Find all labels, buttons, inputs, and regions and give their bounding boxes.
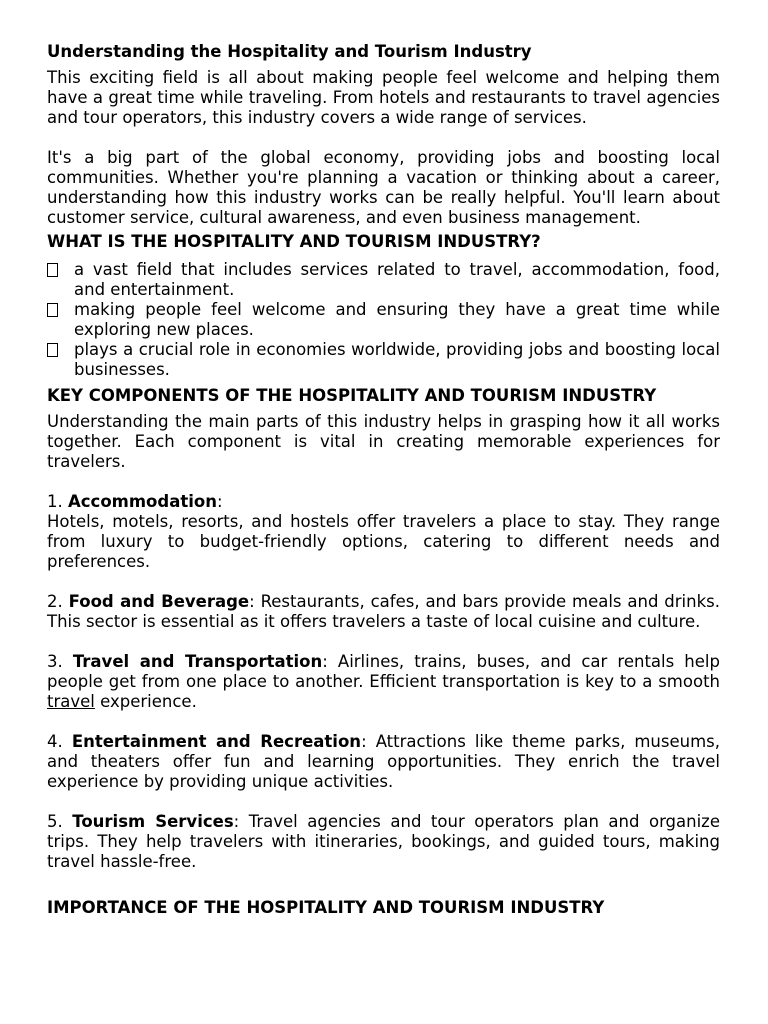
document-title: Understanding the Hospitality and Tourism Industry bbox=[47, 42, 532, 61]
component-item-food-beverage bbox=[47, 592, 720, 632]
component-item-travel-transportation bbox=[47, 652, 720, 712]
list-item bbox=[47, 340, 720, 380]
component-separator: : bbox=[233, 812, 240, 831]
component-text: Restaurants, cafes, and bars provide meals and drinks. This sector is essential as it offers travelers a taste of local cuisine and culture. bbox=[47, 592, 720, 631]
component-number: 3. bbox=[47, 652, 63, 671]
key-components-intro: Understanding the main parts of this industry helps in grasping how it all works together. Each component is vital in creating memorable experiences for travelers. bbox=[47, 412, 720, 471]
list-item bbox=[47, 260, 720, 300]
intro-paragraph-2: It's a big part of the global economy, providing jobs and boosting local communities. Whether you're planning a vacation or thinking about a career, understanding how this industry works can be really helpful. You'll learn about customer service, cultural awareness, and even business management. bbox=[47, 148, 720, 227]
component-text: Travel agencies and tour operators plan and organize trips. They help travelers with itineraries, bookings, and guided tours, making travel hassle-free. bbox=[47, 812, 720, 871]
bullet-glyph-icon bbox=[47, 263, 58, 277]
component-text-end: experience. bbox=[100, 692, 197, 711]
section-heading-importance: IMPORTANCE OF THE HOSPITALITY AND TOURISM INDUSTRY bbox=[47, 898, 605, 917]
component-separator: : bbox=[216, 492, 223, 511]
bullet-text: plays a crucial role in economies worldwide, providing jobs and boosting local businesses. bbox=[74, 340, 720, 379]
component-name: Food and Beverage bbox=[68, 592, 250, 611]
component-separator: : bbox=[361, 732, 367, 751]
component-text: Attractions like theme parks, museums, and theaters offer fun and learning opportunities. They enrich the travel experience by providing unique activities. bbox=[47, 732, 721, 791]
document-page bbox=[47, 42, 720, 918]
component-name: Entertainment and Recreation bbox=[71, 732, 362, 751]
component-item-tourism-services bbox=[47, 812, 720, 872]
intro-paragraph-1: This exciting field is all about making people feel welcome and helping them have a great time while traveling. From hotels and restaurants to travel agencies and tour operators, this industry covers a wide range of services. bbox=[47, 68, 720, 127]
component-name: Travel and Transportation bbox=[72, 652, 323, 671]
component-number: 4. bbox=[47, 732, 63, 751]
component-separator: : bbox=[322, 652, 328, 671]
component-name: Tourism Services bbox=[72, 812, 234, 831]
section-heading-what-is: WHAT IS THE HOSPITALITY AND TOURISM INDUSTRY? bbox=[47, 232, 541, 251]
bullet-glyph-icon bbox=[47, 343, 58, 357]
component-text: Airlines, trains, buses, and car rentals help people get from one place to another. Efficient transportation is key to a smooth bbox=[47, 652, 720, 691]
component-separator: : bbox=[249, 592, 255, 611]
list-item bbox=[47, 300, 720, 340]
component-number: 2. bbox=[47, 592, 63, 611]
bullet-glyph-icon bbox=[47, 303, 58, 317]
what-is-bullet-list bbox=[47, 260, 720, 380]
bullet-text: a vast field that includes services related to travel, accommodation, food, and entertainment. bbox=[74, 260, 720, 299]
section-heading-key-components: KEY COMPONENTS OF THE HOSPITALITY AND TOURISM INDUSTRY bbox=[47, 386, 657, 405]
component-number: 5. bbox=[47, 812, 63, 831]
component-text: Hotels, motels, resorts, and hostels offer travelers a place to stay. They range from luxury to budget-friendly options, catering to different needs and preferences. bbox=[47, 512, 720, 571]
bullet-text: making people feel welcome and ensuring they have a great time while exploring new places. bbox=[74, 300, 720, 339]
component-number: 1. bbox=[47, 492, 63, 511]
component-heading-line bbox=[47, 492, 720, 512]
component-name: Accommodation bbox=[68, 492, 217, 511]
component-item-entertainment-recreation bbox=[47, 732, 720, 792]
travel-link[interactable]: travel bbox=[47, 692, 95, 711]
component-item-accommodation bbox=[47, 492, 720, 572]
